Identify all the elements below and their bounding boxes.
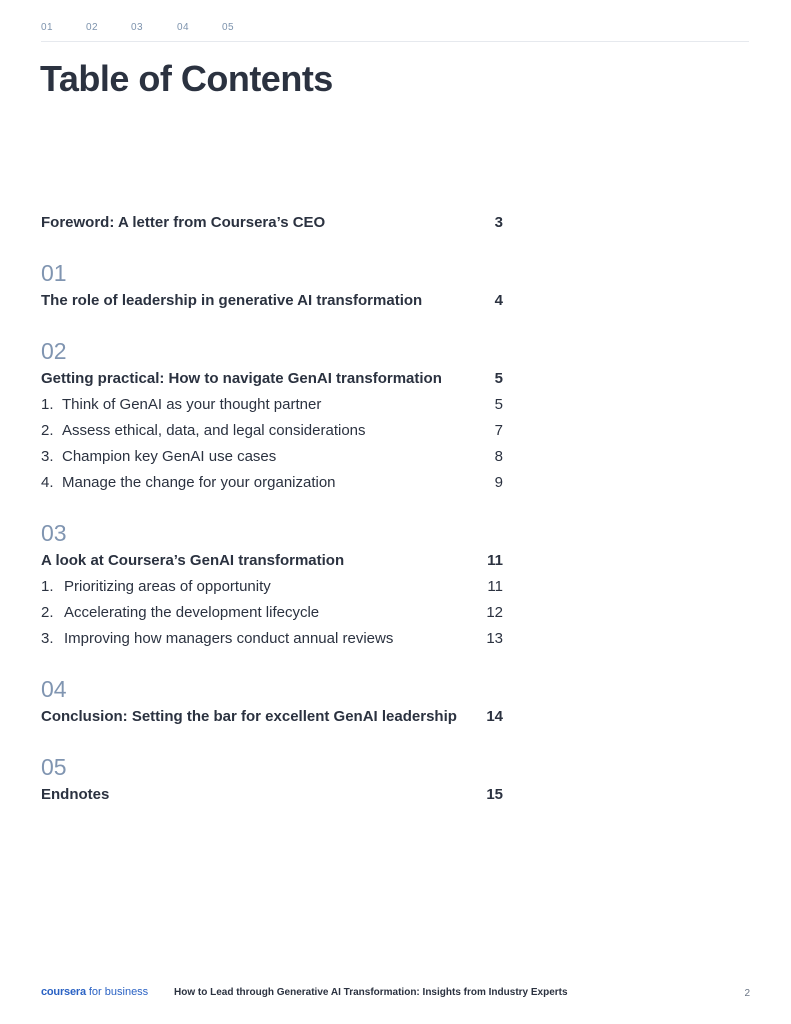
toc-subentry-number: 3.: [41, 448, 54, 465]
toc-subentry[interactable]: [41, 418, 503, 444]
section-number-02: 02: [41, 338, 67, 364]
table-of-contents: [41, 210, 503, 808]
brand-suffix: for business: [88, 986, 149, 998]
nav-link-05[interactable]: 05: [222, 22, 235, 33]
nav-link-04[interactable]: 04: [177, 22, 190, 33]
toc-entry-label: Getting practical: How to navigate GenAI transformation: [41, 370, 442, 387]
nav-link-03[interactable]: 03: [131, 22, 144, 33]
toc-entry-label: Foreword: A letter from Coursera’s CEO: [41, 214, 326, 231]
toc-entry-page: 14: [486, 708, 503, 725]
toc-subentry-page: 12: [486, 604, 503, 621]
toc-entry-foreword[interactable]: [41, 210, 503, 236]
nav-link-02[interactable]: 02: [86, 22, 99, 33]
document-title: How to Lead through Generative AI Transformation: Insights from Industry Experts: [174, 987, 568, 998]
page-title: Table of Contents: [40, 58, 333, 99]
toc-subentry-number: 3.: [41, 630, 54, 647]
toc-subentry-label: Accelerating the development lifecycle: [64, 604, 320, 621]
toc-subentry[interactable]: [41, 600, 503, 626]
section-number-05: 05: [41, 754, 67, 780]
toc-subentry[interactable]: [41, 626, 503, 652]
toc-subentry-page: 5: [494, 396, 503, 413]
coursera-for-business-logo: [41, 986, 148, 998]
toc-subentry-label: Manage the change for your organization: [62, 474, 336, 491]
toc-entry-page: 4: [494, 292, 503, 309]
toc-subentry-label: Improving how managers conduct annual reviews: [64, 630, 394, 647]
toc-subentry-label: Think of GenAI as your thought partner: [62, 396, 322, 413]
toc-entry-page: 5: [494, 370, 503, 387]
toc-entry-label: The role of leadership in generative AI transformation: [41, 292, 423, 309]
toc-entry-section-04[interactable]: [41, 704, 503, 730]
nav-link-01[interactable]: 01: [41, 22, 54, 33]
toc-entry-section-05[interactable]: [41, 782, 503, 808]
toc-subentry-page: 7: [494, 422, 503, 439]
toc-subentry-page: 9: [494, 474, 503, 491]
toc-subentry-number: 1.: [41, 396, 54, 413]
section-number-03: 03: [41, 520, 67, 546]
toc-subentry[interactable]: [41, 444, 503, 470]
toc-subentry[interactable]: [41, 574, 503, 600]
toc-entry-page: 11: [487, 552, 503, 569]
page-footer: [41, 985, 750, 1003]
toc-subentry-label: Prioritizing areas of opportunity: [64, 578, 271, 595]
section-number-04: 04: [41, 676, 67, 702]
toc-entry-section-02[interactable]: [41, 366, 503, 392]
toc-entry-page: 15: [486, 786, 503, 803]
brand-name: coursera: [41, 986, 86, 998]
toc-entry-label: A look at Coursera’s GenAI transformation: [41, 552, 345, 569]
toc-subentry-page: 11: [487, 578, 503, 595]
section-nav: [41, 22, 749, 42]
toc-subentry-number: 2.: [41, 604, 54, 621]
section-number-01: 01: [41, 260, 67, 286]
toc-subentry[interactable]: [41, 470, 503, 496]
page-number: 2: [744, 988, 750, 999]
toc-subentry-label: Champion key GenAI use cases: [62, 448, 277, 465]
toc-subentry[interactable]: [41, 392, 503, 418]
toc-subentry-number: 1.: [41, 578, 54, 595]
toc-subentry-label: Assess ethical, data, and legal considerations: [62, 422, 366, 439]
toc-subentry-number: 4.: [41, 474, 54, 491]
toc-entry-label: Endnotes: [41, 786, 110, 803]
toc-subentry-page: 8: [494, 448, 503, 465]
toc-entry-page: 3: [494, 214, 503, 231]
toc-subentry-number: 2.: [41, 422, 54, 439]
toc-subentry-page: 13: [486, 630, 503, 647]
toc-entry-label: Conclusion: Setting the bar for excellent GenAI leadership: [41, 708, 457, 725]
toc-entry-section-01[interactable]: [41, 288, 503, 314]
toc-entry-section-03[interactable]: [41, 548, 503, 574]
